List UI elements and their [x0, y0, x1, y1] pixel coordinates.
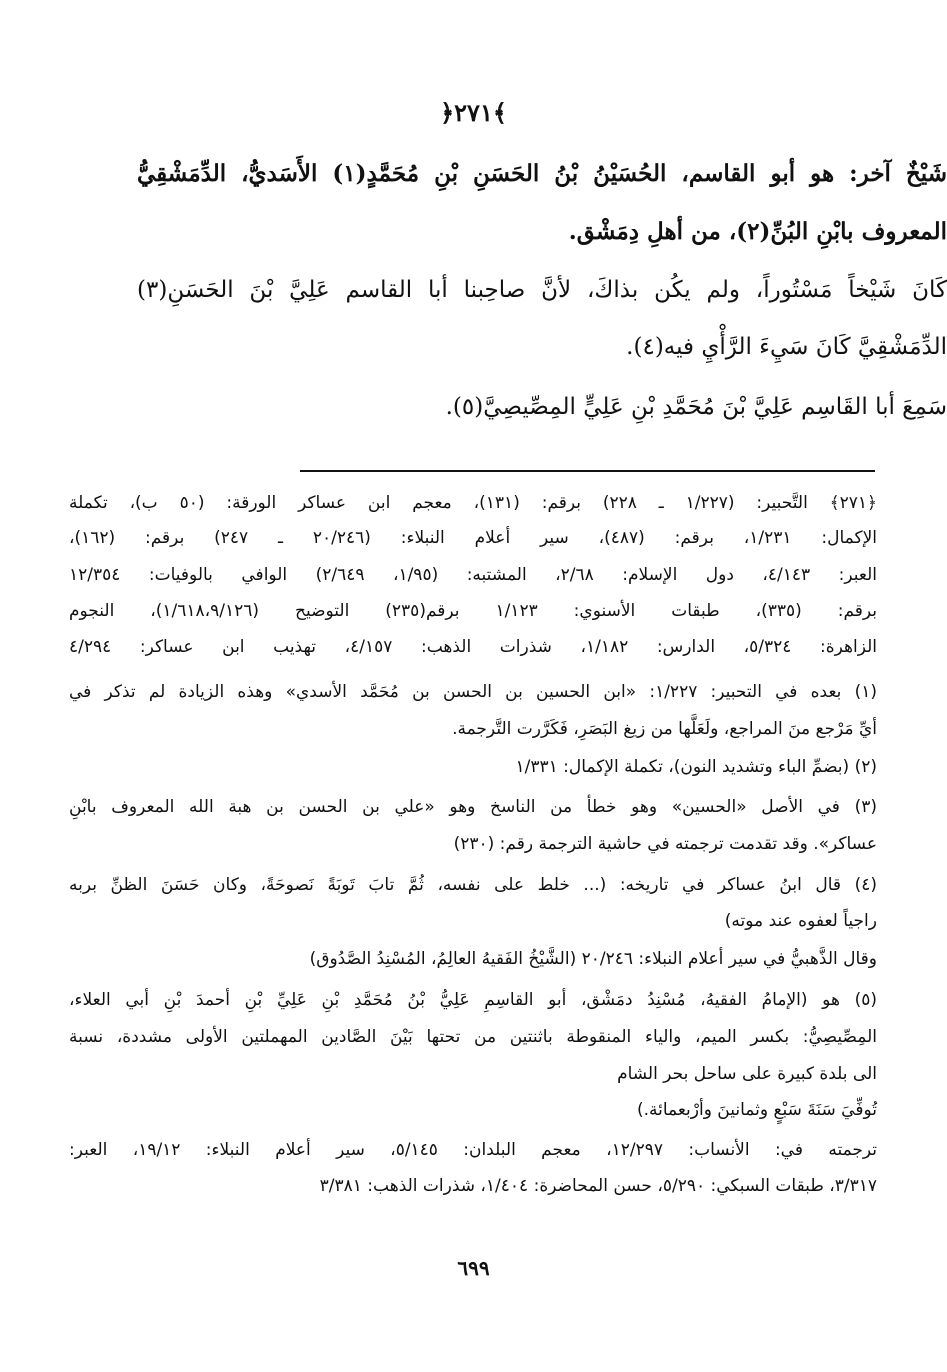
main-line: المعروف بابْنِ البُنِّ(٢)، من أهلِ دِمَشْق.	[568, 218, 947, 245]
footnote-line: ٣/٣١٧، طبقات السبكي: ٥/٢٩٠، حسن المحاضرة: ١/٤٠٤، شذرات الذهب: ٣/٣٨١	[319, 1176, 877, 1196]
footnote-separator	[300, 470, 875, 472]
footnote-line: ﴿٢٧١﴾ التَّحبير: (١/٢٢٧ ـ ٢٢٨) برقم: (١٣١)، معجم ابن عساكر الورقة: (٥٠ ب)، تكملة	[69, 493, 877, 513]
footnote-line: (٥) هو (الإمامُ الفقيهُ، مُسْنِدُ دمَشْق، أبو القاسِمِ عَلِيُّ بْنُ مُحَمَّدِ بْنِ عَلِيِّ بْنِ أحمدَ بْنِ أبي العلاء،	[69, 990, 877, 1010]
footnote-line: الزاهرة: ٥/٣٢٤، الدارس: ١/١٨٢، شذرات الذهب: ٤/١٥٧، تهذيب ابن عساكر: ٤/٢٩٤	[69, 637, 877, 657]
main-line: سَمِعَ أبا القَاسِم عَلِيَّ بْنَ مُحَمَّدِ بْنِ عَلِيٍّ المِصِّيصِيَّ(٥).	[445, 394, 947, 420]
footnote-line: برقم: (٣٣٥)، طبقات الأسنوي: ١/١٢٣ برقم(٢٣٥) التوضيح (١/٦١٨،٩/١٢٦)، النجوم	[69, 601, 877, 621]
page-number: ٦٩٩	[457, 1256, 490, 1280]
footnote-line: الإكمال: ١/٢٣١، برقم: (٤٨٧)، سير أعلام النبلاء: (٢٠/٢٤٦ ـ ٢٤٧) برقم: (١٦٢)،	[69, 528, 877, 548]
entry-number: ﴿٢٧١﴾	[440, 98, 507, 127]
footnote-line: تُوفِّيَ سَنَةَ سَبْعٍ وثمانينَ وأرْبعمائة.)	[636, 1100, 877, 1120]
footnote-line: عساكر». وقد تقدمت ترجمته في حاشية الترجمة رقم: (٢٣٠)	[453, 834, 877, 854]
footnote-line: المِصِّيصِيُّ: بكسر الميم، والياء المنقوطة باثنتين من تحتها بَيْنَ الصَّادين المهملتين الأولى مشددة، نسبة	[69, 1027, 877, 1047]
footnote-line: راجياً لعفوه عند موته)	[724, 911, 877, 931]
footnote-line: العبر: ٤/١٤٣، دول الإسلام: ٢/٦٨، المشتبه: (١/٩٥، ٢/٦٤٩) الوافي بالوفيات: ١٢/٣٥٤	[69, 565, 877, 585]
footnote-line: (٢) (بضمِّ الباء وتشديد النون)، تكملة الإكمال: ١/٣٣١	[515, 757, 877, 777]
footnote-line: (٤) قال ابنُ عساكر في تاريخه: (... خلط على نفسه، ثُمَّ تابَ تَوبَةً نَصوحَةً، وكان حَسَنَ الظنِّ بربه	[69, 875, 877, 895]
footnote-line: ترجمته في: الأنساب: ١٢/٢٩٧، معجم البلدان: ٥/١٤٥، سير أعلام النبلاء: ١٩/١٢، العبر:	[69, 1140, 878, 1160]
main-line: شَيْخٌ آخر: هو أبو القاسم، الحُسَيْنُ بْنُ الحَسَنِ بْنِ مُحَمَّدٍ(١) الأَسَديُّ، الدِّمَشْقِيُّ	[137, 160, 947, 187]
footnote-line: وقال الذَّهبيُّ في سير أعلام النبلاء: ٢٠/٢٤٦ (الشَّيْخُ الفَقيهُ العالِمُ، المُسْنِدُ الصَّدُوق)	[309, 949, 877, 969]
main-line: كَانَ شَيْخاً مَسْتُوراً، ولم يكُن بذاكَ، لأنَّ صاحِبنا أبا القاسم عَلِيَّ بْنَ الحَسَنِ(٣)	[137, 277, 947, 303]
footnote-line: الى بلدة كبيرة على ساحل بحر الشام	[617, 1064, 877, 1084]
main-line: الدِّمَشْقِيَّ كَانَ سَيِءَ الرَّأْيِ فيه(٤).	[626, 334, 947, 360]
footnote-line: أيِّ مَرْجع منَ المراجع، ولَعَلَّها من زيغ البَصَرِ، فَكَرَّرت التَّرجمة.	[452, 719, 877, 739]
footnote-line: (٣) في الأصل «الحسين» وهو خطأ من الناسخ وهو «علي بن الحسن بن هبة الله المعروف بابْنِ	[69, 797, 877, 817]
footnote-line: (١) بعده في التحبير: ١/٢٢٧: «ابن الحسين بن الحسن بن مُحَمَّد الأسدي» وهذه الزيادة لم تذكر في	[69, 682, 877, 702]
